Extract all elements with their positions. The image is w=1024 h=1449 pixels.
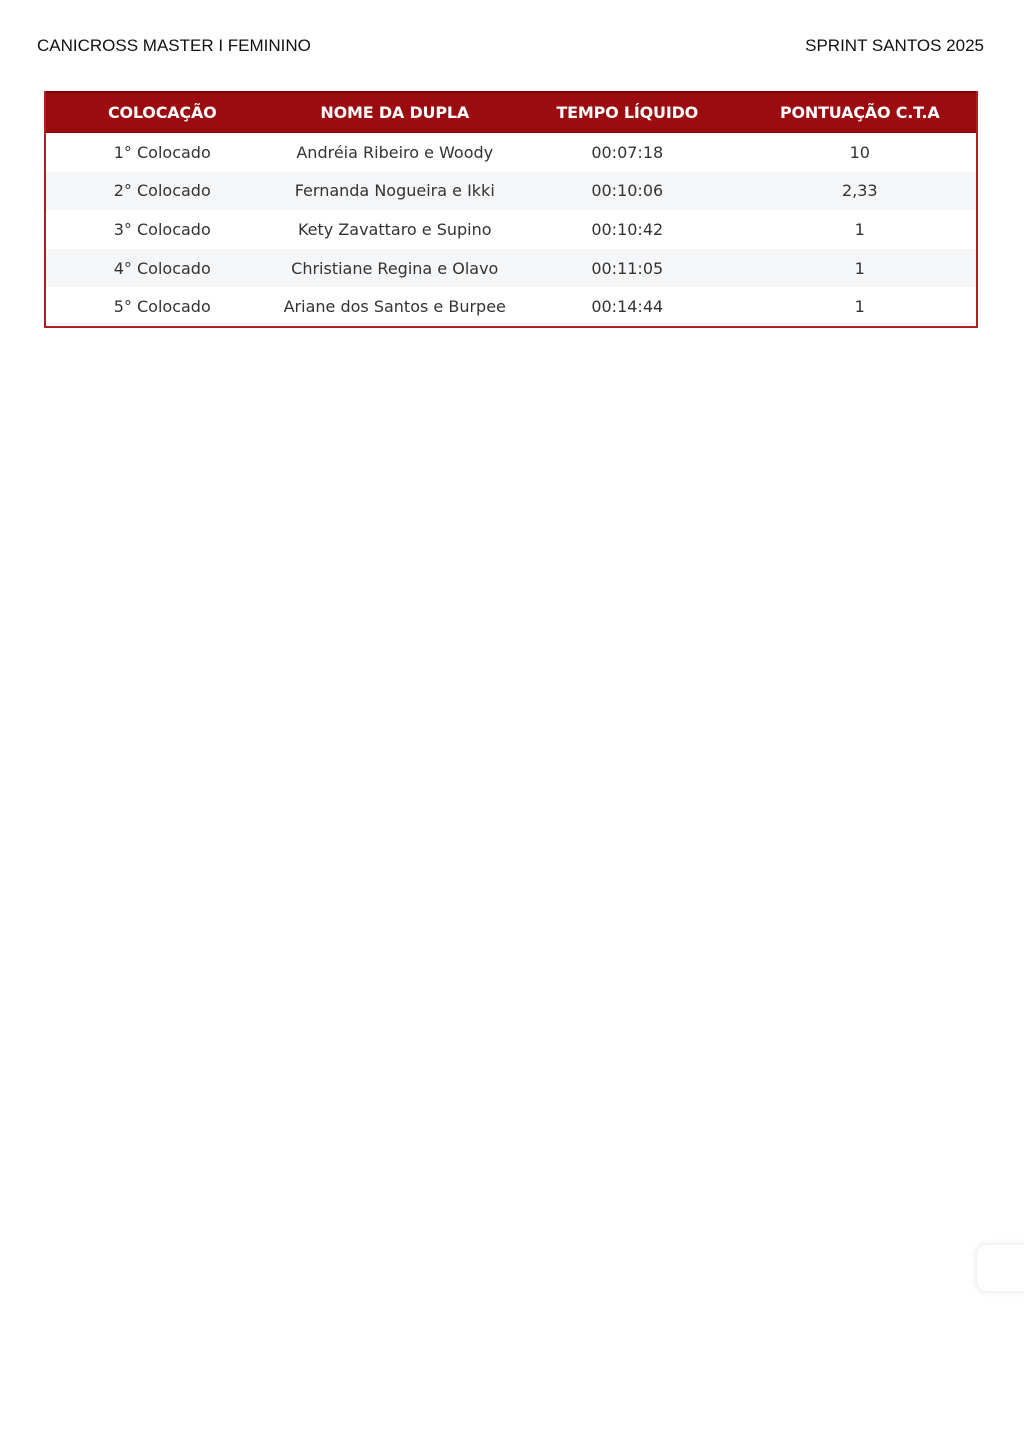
table-row (46, 172, 976, 211)
page-header (37, 36, 984, 56)
team-name-cell: Ariane dos Santos e Burpee (279, 287, 512, 326)
placement-cell: 3° Colocado (46, 210, 279, 249)
score-cell: 2,33 (744, 172, 977, 211)
floating-widget-button[interactable] (977, 1245, 1024, 1291)
team-name-cell: Christiane Regina e Olavo (279, 249, 512, 288)
net-time-cell: 00:10:42 (511, 210, 744, 249)
score-cell: 1 (744, 210, 977, 249)
score-cell: 10 (744, 133, 977, 172)
placement-cell: 4° Colocado (46, 249, 279, 288)
net-time-cell: 00:07:18 (511, 133, 744, 172)
table-row (46, 133, 976, 172)
event-title: SPRINT SANTOS 2025 (805, 36, 984, 55)
column-header-net-time: TEMPO LÍQUIDO (511, 92, 744, 133)
placement-cell: 1° Colocado (46, 133, 279, 172)
column-header-score: PONTUAÇÃO C.T.A (744, 92, 977, 133)
score-cell: 1 (744, 287, 977, 326)
score-cell: 1 (744, 249, 977, 288)
table-row (46, 210, 976, 249)
results-table-container (44, 91, 978, 328)
table-header-row (46, 92, 976, 133)
team-name-cell: Kety Zavattaro e Supino (279, 210, 512, 249)
table-row (46, 287, 976, 326)
results-table (46, 91, 976, 326)
placement-cell: 2° Colocado (46, 172, 279, 211)
column-header-team-name: NOME DA DUPLA (279, 92, 512, 133)
column-header-placement: COLOCAÇÃO (46, 92, 279, 133)
category-title: CANICROSS MASTER I FEMININO (37, 36, 311, 55)
table-row (46, 249, 976, 288)
team-name-cell: Fernanda Nogueira e Ikki (279, 172, 512, 211)
net-time-cell: 00:14:44 (511, 287, 744, 326)
net-time-cell: 00:11:05 (511, 249, 744, 288)
net-time-cell: 00:10:06 (511, 172, 744, 211)
team-name-cell: Andréia Ribeiro e Woody (279, 133, 512, 172)
placement-cell: 5° Colocado (46, 287, 279, 326)
